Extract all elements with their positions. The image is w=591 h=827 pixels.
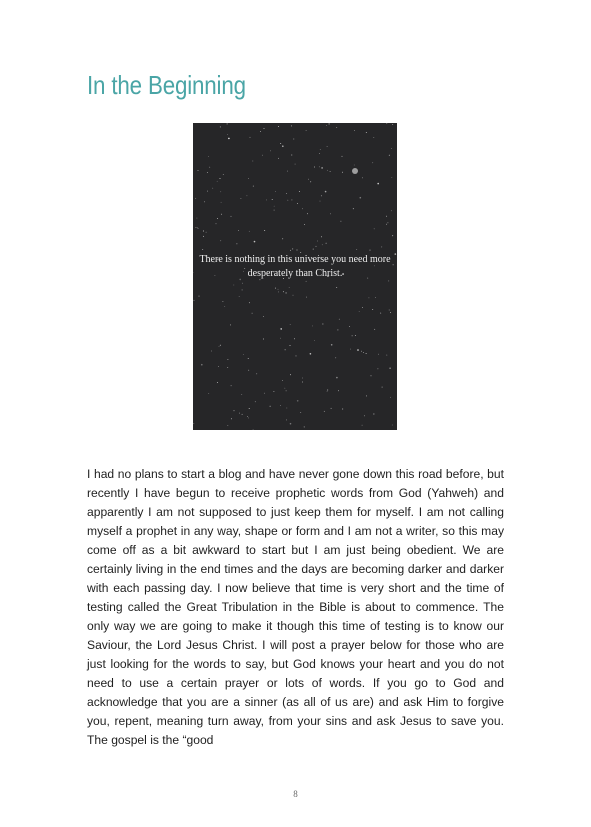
star	[387, 222, 388, 223]
star	[375, 297, 376, 298]
star	[372, 162, 373, 163]
star	[302, 208, 303, 209]
star	[355, 335, 356, 336]
star	[391, 177, 392, 178]
star	[280, 328, 282, 330]
star	[327, 391, 328, 392]
star	[223, 174, 224, 175]
star	[274, 206, 275, 207]
star	[362, 307, 363, 308]
star	[231, 216, 232, 217]
star	[252, 161, 253, 162]
star	[335, 357, 336, 358]
star	[275, 288, 276, 289]
star	[249, 231, 250, 232]
star	[320, 201, 321, 202]
star	[295, 164, 296, 165]
star	[285, 292, 287, 294]
star	[353, 208, 354, 209]
star	[371, 375, 372, 376]
star	[319, 166, 320, 167]
star	[247, 416, 248, 417]
star	[216, 223, 217, 224]
star	[322, 324, 323, 325]
star	[211, 351, 212, 352]
star	[208, 156, 209, 157]
star	[321, 195, 322, 196]
star	[286, 408, 287, 409]
star	[254, 241, 256, 243]
star	[336, 287, 337, 288]
star	[221, 202, 222, 203]
star	[291, 199, 292, 200]
star	[356, 249, 357, 250]
star	[326, 125, 327, 126]
star	[373, 137, 374, 138]
star	[198, 228, 199, 229]
star	[316, 246, 317, 247]
star	[217, 218, 218, 219]
star	[386, 216, 387, 217]
star	[313, 249, 314, 250]
star	[236, 243, 237, 244]
star	[297, 203, 298, 204]
star	[386, 224, 387, 225]
star	[291, 155, 292, 156]
star	[372, 309, 373, 310]
star	[199, 296, 200, 297]
star	[241, 394, 242, 395]
star	[243, 354, 244, 355]
star	[287, 200, 288, 201]
star	[370, 250, 371, 251]
star	[391, 148, 392, 149]
star	[302, 378, 303, 379]
star	[240, 198, 241, 199]
star	[307, 213, 308, 214]
star	[361, 351, 362, 352]
star	[352, 335, 353, 336]
star	[291, 125, 292, 126]
star	[262, 155, 263, 156]
star	[374, 228, 375, 229]
star	[362, 425, 363, 426]
star	[304, 224, 305, 225]
star	[325, 191, 327, 193]
star	[320, 149, 321, 150]
star	[238, 230, 239, 231]
star	[380, 313, 381, 314]
star	[287, 171, 288, 172]
star	[263, 339, 264, 340]
star	[212, 188, 213, 189]
star	[198, 170, 199, 171]
star	[253, 186, 254, 187]
star	[230, 324, 231, 325]
star	[389, 367, 391, 369]
star	[392, 235, 393, 236]
star	[204, 201, 205, 202]
star	[248, 370, 249, 371]
star	[327, 390, 328, 391]
star	[314, 167, 315, 168]
star	[252, 313, 253, 314]
star	[322, 244, 323, 245]
star	[196, 218, 197, 219]
star	[220, 126, 221, 127]
star	[314, 340, 315, 341]
star	[231, 385, 232, 386]
star	[386, 355, 387, 356]
star	[202, 249, 203, 250]
star	[342, 172, 343, 173]
star	[373, 414, 374, 415]
star	[290, 345, 291, 346]
star	[324, 411, 325, 412]
star	[220, 345, 221, 346]
star	[368, 297, 369, 298]
star	[193, 423, 194, 424]
star	[390, 312, 391, 313]
star	[330, 213, 331, 214]
star	[381, 246, 382, 247]
star	[195, 198, 196, 199]
star	[366, 395, 367, 396]
star	[222, 301, 223, 302]
star	[231, 418, 232, 419]
star	[278, 289, 279, 290]
page-number: 8	[293, 789, 298, 799]
star	[310, 353, 312, 355]
star	[221, 214, 222, 215]
star	[329, 123, 330, 124]
star	[364, 415, 365, 416]
star	[374, 329, 375, 330]
star	[280, 143, 281, 144]
star	[239, 413, 240, 414]
star	[227, 123, 228, 124]
star	[278, 126, 279, 127]
star	[264, 393, 265, 394]
star	[227, 134, 228, 135]
star	[283, 291, 284, 292]
star	[272, 199, 273, 200]
star	[290, 250, 291, 251]
star	[274, 210, 275, 211]
star	[242, 414, 243, 415]
star	[273, 391, 274, 392]
star	[195, 227, 196, 228]
star	[392, 425, 393, 426]
star	[228, 138, 230, 140]
star	[255, 401, 256, 402]
star	[350, 349, 351, 350]
star	[248, 417, 249, 418]
star	[208, 393, 209, 394]
star	[248, 178, 249, 179]
star	[331, 344, 333, 346]
image-quote-text: There is nothing in this universe you need more desperately than Christ.	[199, 254, 391, 279]
star	[319, 153, 320, 154]
star	[349, 326, 350, 327]
star	[270, 150, 271, 151]
star	[286, 419, 287, 420]
star	[304, 426, 305, 427]
star	[197, 227, 198, 228]
star	[264, 230, 265, 231]
star	[366, 132, 367, 133]
star	[206, 232, 207, 233]
star	[250, 137, 251, 138]
star	[249, 408, 250, 409]
star	[266, 199, 267, 200]
star	[218, 366, 219, 367]
star	[207, 191, 208, 192]
star	[217, 382, 218, 383]
star	[327, 146, 328, 147]
star	[317, 241, 318, 242]
star	[264, 128, 265, 129]
star	[219, 346, 220, 347]
star	[217, 181, 218, 182]
star	[300, 412, 301, 413]
star	[248, 358, 249, 359]
star	[366, 353, 367, 354]
star	[282, 380, 283, 381]
star	[337, 329, 338, 330]
star	[286, 390, 287, 391]
star	[278, 158, 279, 159]
star	[249, 302, 250, 303]
star	[242, 289, 243, 290]
star	[290, 374, 291, 375]
star	[224, 306, 225, 307]
star	[330, 171, 331, 172]
star	[289, 287, 290, 288]
star	[321, 167, 323, 169]
bright-star	[352, 168, 358, 174]
star	[360, 197, 362, 199]
star	[207, 172, 208, 173]
star	[297, 250, 298, 251]
star	[227, 367, 228, 368]
star	[363, 352, 364, 353]
page-title: In the Beginning	[87, 70, 246, 100]
star	[382, 387, 383, 388]
star	[331, 408, 332, 409]
star	[377, 368, 378, 369]
star	[194, 300, 195, 301]
star	[284, 388, 285, 389]
star	[227, 359, 228, 360]
star	[299, 191, 300, 192]
star	[285, 349, 286, 350]
star	[203, 231, 204, 232]
star	[280, 405, 281, 406]
star	[293, 295, 294, 296]
star	[359, 311, 360, 312]
star	[296, 355, 297, 356]
star	[209, 167, 210, 168]
star	[201, 364, 203, 366]
star	[292, 248, 293, 249]
star	[377, 183, 379, 185]
star	[297, 400, 299, 402]
star	[234, 410, 235, 411]
star	[290, 423, 292, 425]
star	[390, 397, 391, 398]
star	[282, 238, 283, 239]
star	[326, 243, 327, 244]
star	[242, 283, 243, 284]
star	[302, 382, 303, 383]
star	[275, 191, 276, 192]
star	[392, 124, 393, 125]
star	[389, 310, 390, 311]
star	[306, 130, 307, 131]
star	[391, 210, 392, 211]
star	[378, 354, 379, 355]
star	[263, 316, 264, 317]
star	[246, 195, 247, 196]
star	[336, 377, 338, 379]
star	[321, 236, 322, 237]
star	[338, 390, 339, 391]
star	[354, 165, 355, 166]
star	[354, 130, 355, 131]
star	[310, 181, 311, 182]
star	[220, 178, 221, 179]
star	[294, 338, 295, 339]
star	[293, 139, 294, 140]
star	[342, 156, 343, 157]
starry-sky-quote-image	[193, 123, 397, 430]
star	[278, 291, 279, 292]
star	[336, 127, 337, 128]
star	[260, 131, 261, 132]
star	[280, 338, 281, 339]
star	[282, 145, 284, 147]
star	[290, 324, 291, 325]
star	[357, 349, 359, 351]
star	[286, 193, 287, 194]
star	[339, 319, 340, 320]
star	[342, 409, 343, 410]
star	[362, 177, 363, 178]
body-paragraph: I had no plans to start a blog and have never gone down this road before, but recently I have begun to receive prophetic words from God (Yahweh) and apparently I am not supposed to just keep them for myself. I am not calling myself a prophet in any way, shape or form and I am not a writer, so this may come off as a bit awkward to start but I am just being obedient. We are certainly living in the end times and the days are becoming darker and darker with each passing day. I now believe that time is very short and the time of testing called the Great Tribulation in the Bible is about to commence. The only way we are going to make it though this time of testing is to know our Saviour, the Lord Jesus Christ. I will post a prayer below for those who are just looking for the words to say, but God knows your heart and you do not need to use a certain prayer or lots of words. If you go to God and acknowledge that you are a sinner (as all of us are) and ask Him to forgive you, repent, meaning turn away, from your sins and ask Jesus to save you. The gospel is the “good	[87, 467, 504, 747]
star	[328, 123, 329, 124]
star	[233, 285, 234, 286]
star	[306, 297, 307, 298]
star	[340, 221, 341, 222]
star	[389, 155, 390, 156]
star	[220, 240, 221, 241]
star	[270, 406, 271, 407]
star	[308, 179, 309, 180]
star	[256, 373, 257, 374]
star	[253, 429, 254, 430]
star	[227, 425, 228, 426]
star	[239, 296, 240, 297]
star	[203, 236, 204, 237]
star	[327, 170, 328, 171]
star	[312, 325, 313, 326]
star	[220, 191, 221, 192]
star	[386, 123, 387, 124]
